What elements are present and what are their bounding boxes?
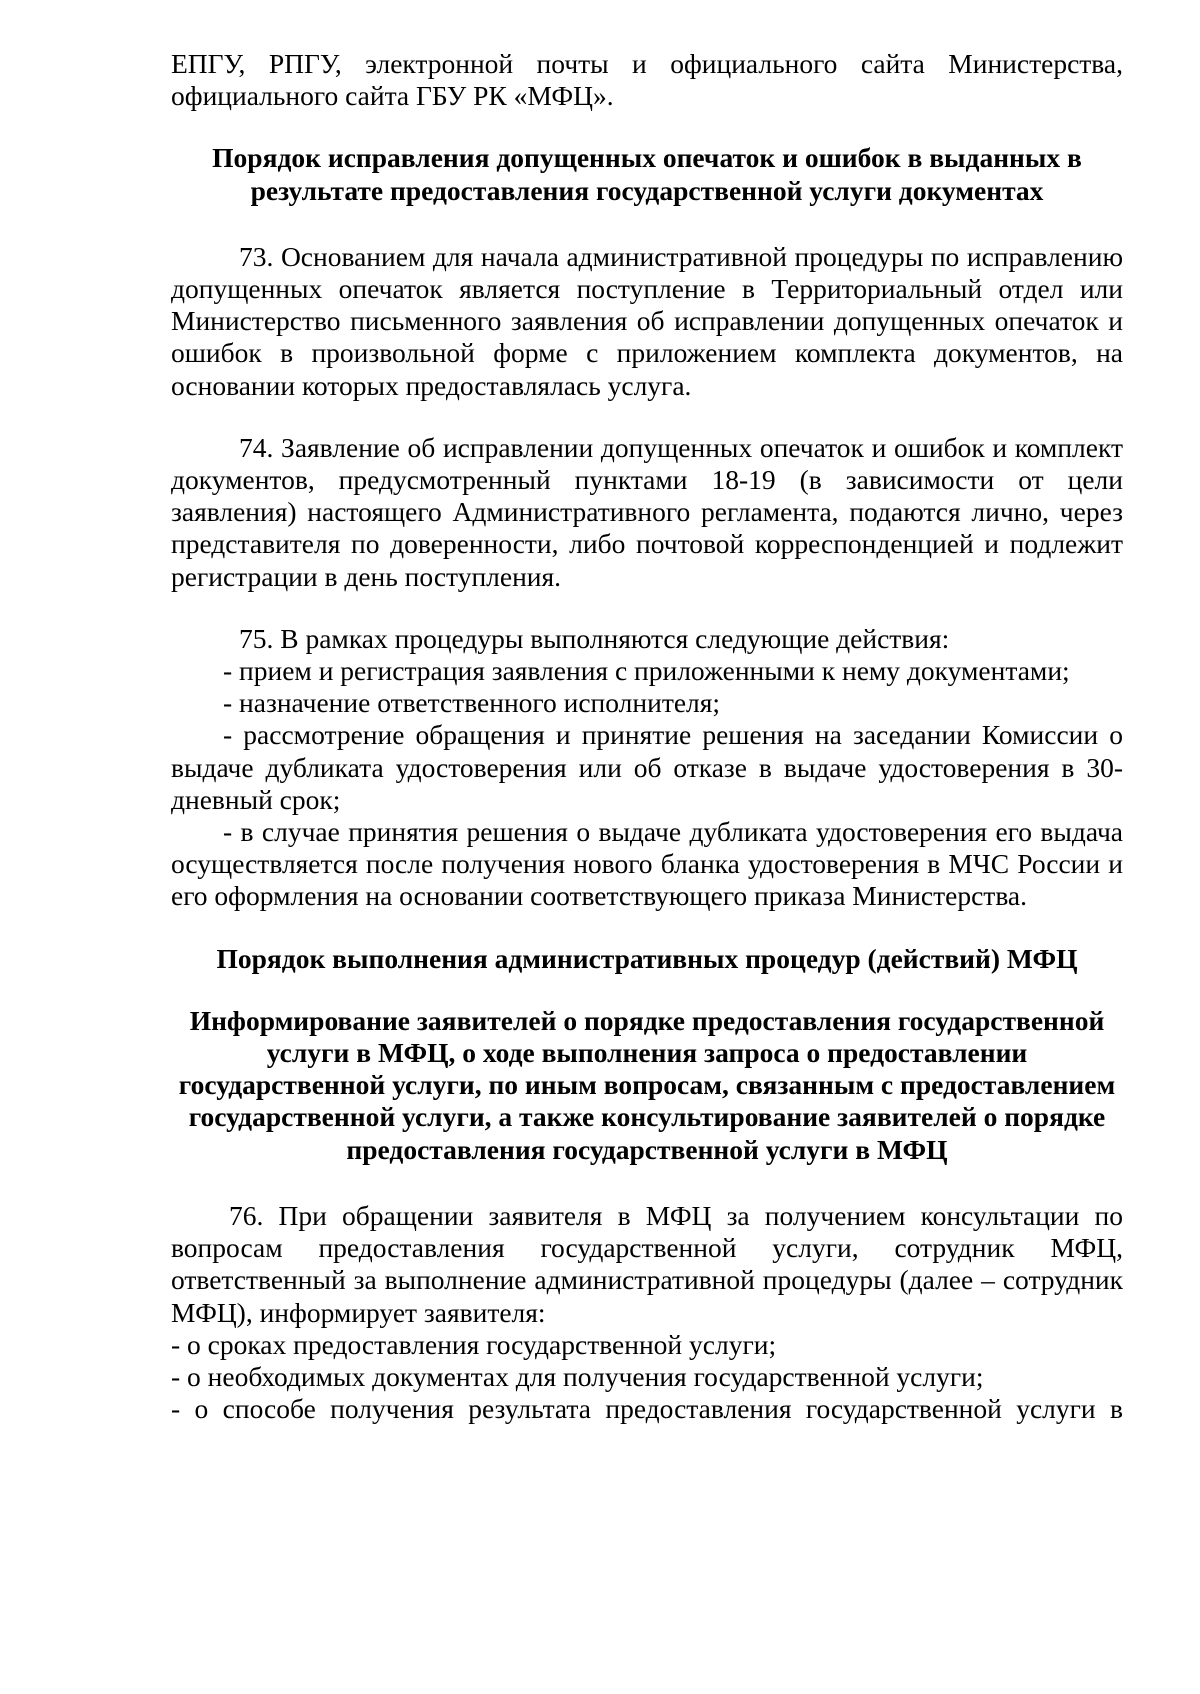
list-item: - прием и регистрация заявления с приложенными к нему документами; <box>223 655 1070 687</box>
list-item: - в случае принятия решения о выдаче дубликата удостоверения его выдача осуществляется после получения нового бланка удостоверения в МЧС России и его оформления на основании соответствующего приказа Министерства. <box>171 816 1123 912</box>
heading-mfc-procedures: Порядок выполнения административных процедур (действий) МФЦ <box>216 942 1078 974</box>
list-item: - рассмотрение обращения и принятие решения на заседании Комиссии о выдаче дубликата удостоверения или об отказе в выдаче удостоверения в 30-дневный срок; <box>171 719 1123 815</box>
heading-informing: Информирование заявителей о порядке предоставления государственной услуги в МФЦ, о ходе выполнения запроса о предоставлении государственной услуги, по иным вопросам, связанным с предоставлением государственной услуги, а также консультирование заявителей о порядке предоставления государственной услуги в МФЦ <box>178 1004 1116 1165</box>
list-item: - о способе получения результата предоставления государственной услуги в <box>171 1393 1123 1425</box>
list-item: - о сроках предоставления государственной услуги; <box>171 1328 777 1360</box>
paragraph-76: 76. При обращении заявителя в МФЦ за получением консультации по вопросам предоставления государственной услуги, сотрудник МФЦ, ответственный за выполнение административной процедуры (далее – сотрудник МФЦ), информирует заявителя: <box>171 1199 1123 1328</box>
intro-paragraph: ЕПГУ, РПГУ, электронной почты и официального сайта Министерства, официального сайта ГБУ РК «МФЦ». <box>171 48 1123 112</box>
document-page <box>171 48 1123 1425</box>
heading-corrections: Порядок исправления допущенных опечаток и ошибок в выданных в результате предоставления государственной услуги документах <box>212 142 1082 206</box>
paragraph-73: 73. Основанием для начала административной процедуры по исправлению допущенных опечаток является поступление в Территориальный отдел или Министерство письменного заявления об исправлении допущенных опечаток и ошибок в произвольной форме с приложением комплекта документов, на основании которых предоставлялась услуга. <box>171 240 1123 401</box>
paragraph-74: 74. Заявление об исправлении допущенных опечаток и ошибок и комплект документов, предусмотренный пунктами 18-19 (в зависимости от цели заявления) настоящего Административного регламента, подаются лично, через представителя по доверенности, либо почтовой корреспонденцией и подлежит регистрации в день поступления. <box>171 431 1123 592</box>
list-item: - о необходимых документах для получения государственной услуги; <box>171 1360 984 1392</box>
list-item: - назначение ответственного исполнителя; <box>223 687 721 719</box>
paragraph-75: 75. В рамках процедуры выполняются следующие действия: <box>239 622 950 654</box>
